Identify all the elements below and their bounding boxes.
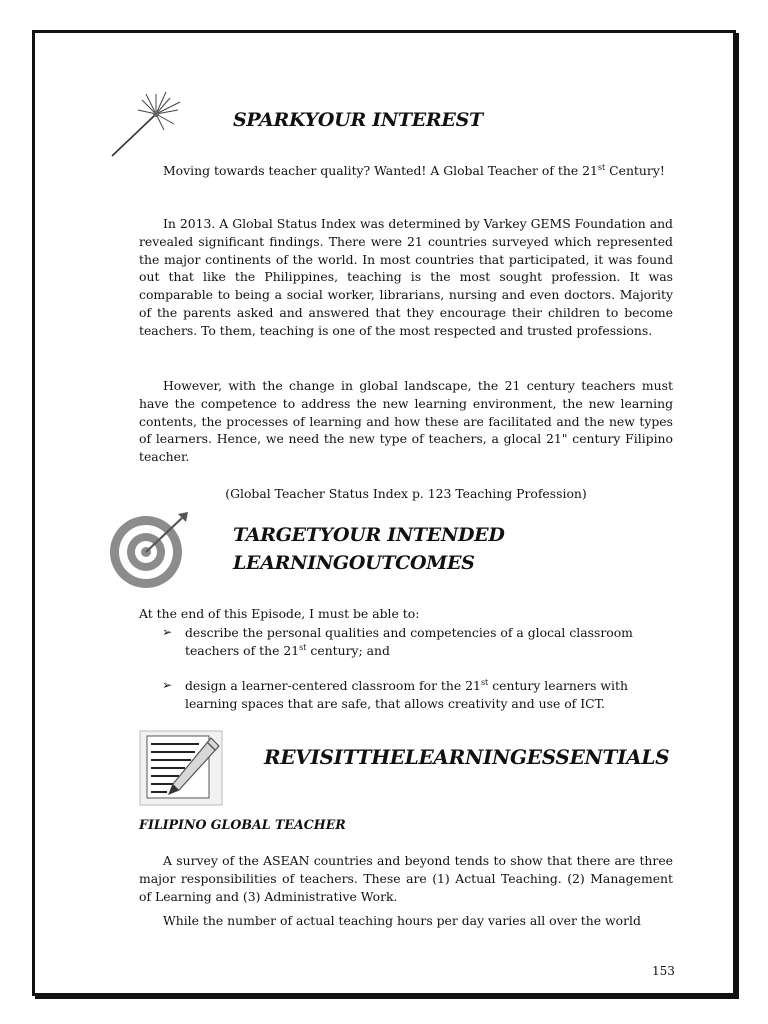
citation: (Global Teacher Status Index p. 123 Teaching Profession) [225, 486, 587, 501]
outcomes-list [160, 624, 660, 713]
section-title-target-line2: LEARNINGOUTCOMES [233, 552, 475, 574]
section-title-target-line1: TARGETYOUR INTENDED [233, 524, 505, 546]
paragraph-global-landscape: However, with the change in global landscape, the 21 century teachers must have the competence to address the new learning environment, the new learning contents, the processes of learning and how these are facilitated and the new types of learners. Hence, we need the new type of teachers, a glocal 21" century Filipino teacher. [139, 378, 673, 465]
page-number: 153 [652, 964, 675, 978]
list-item: ➢ design a learner-centered classroom for the 21st century learners with learning spaces that are safe, that allows creativity and use of ICT. [162, 678, 628, 712]
target-arrow-icon [108, 510, 190, 590]
section-title-revisit: REVISITTHELEARNINGESSENTIALS [264, 745, 670, 769]
subheading-filipino-global-teacher: FILIPINO GLOBAL TEACHER [139, 817, 346, 832]
pencil-paper-icon [139, 730, 223, 806]
arrow-bullet-icon: ➢ [162, 678, 173, 693]
section-title-spark: SPARKYOUR INTEREST [233, 109, 483, 131]
paragraph-asean-survey: A survey of the ASEAN countries and beyond tends to show that there are three major responsibilities of teachers. These are (1) Actual Teaching. (2) Management of Learning and (3) Administrative Work. [139, 853, 673, 904]
paragraph-teaching-hours: While the number of actual teaching hours per day varies all over the world [163, 913, 641, 928]
arrow-bullet-icon: ➢ [162, 625, 173, 639]
paragraph-global-status-index: In 2013. A Global Status Index was determined by Varkey GEMS Foundation and revealed significant findings. There were 21 countries surveyed which represented the major continents of the world. In most countries that participated, it was found out that like the Philippines, teaching is the most sought profession. It was comparable to being a social worker, librarians, nursing and even doctors. Majority of the parents asked and answered that they encourage their children to become teachers. To them, teaching is one of the most respected and trusted professions. [139, 216, 673, 338]
paragraph-intro: Moving towards teacher quality? Wanted! A Global Teacher of the 21st Century! [163, 162, 665, 178]
list-item: ➢ describe the personal qualities and competencies of a glocal classroom teachers of the 21st century; and [162, 625, 633, 658]
sparkler-wand-icon [108, 90, 188, 160]
outcomes-intro: At the end of this Episode, I must be able to: [139, 606, 420, 621]
